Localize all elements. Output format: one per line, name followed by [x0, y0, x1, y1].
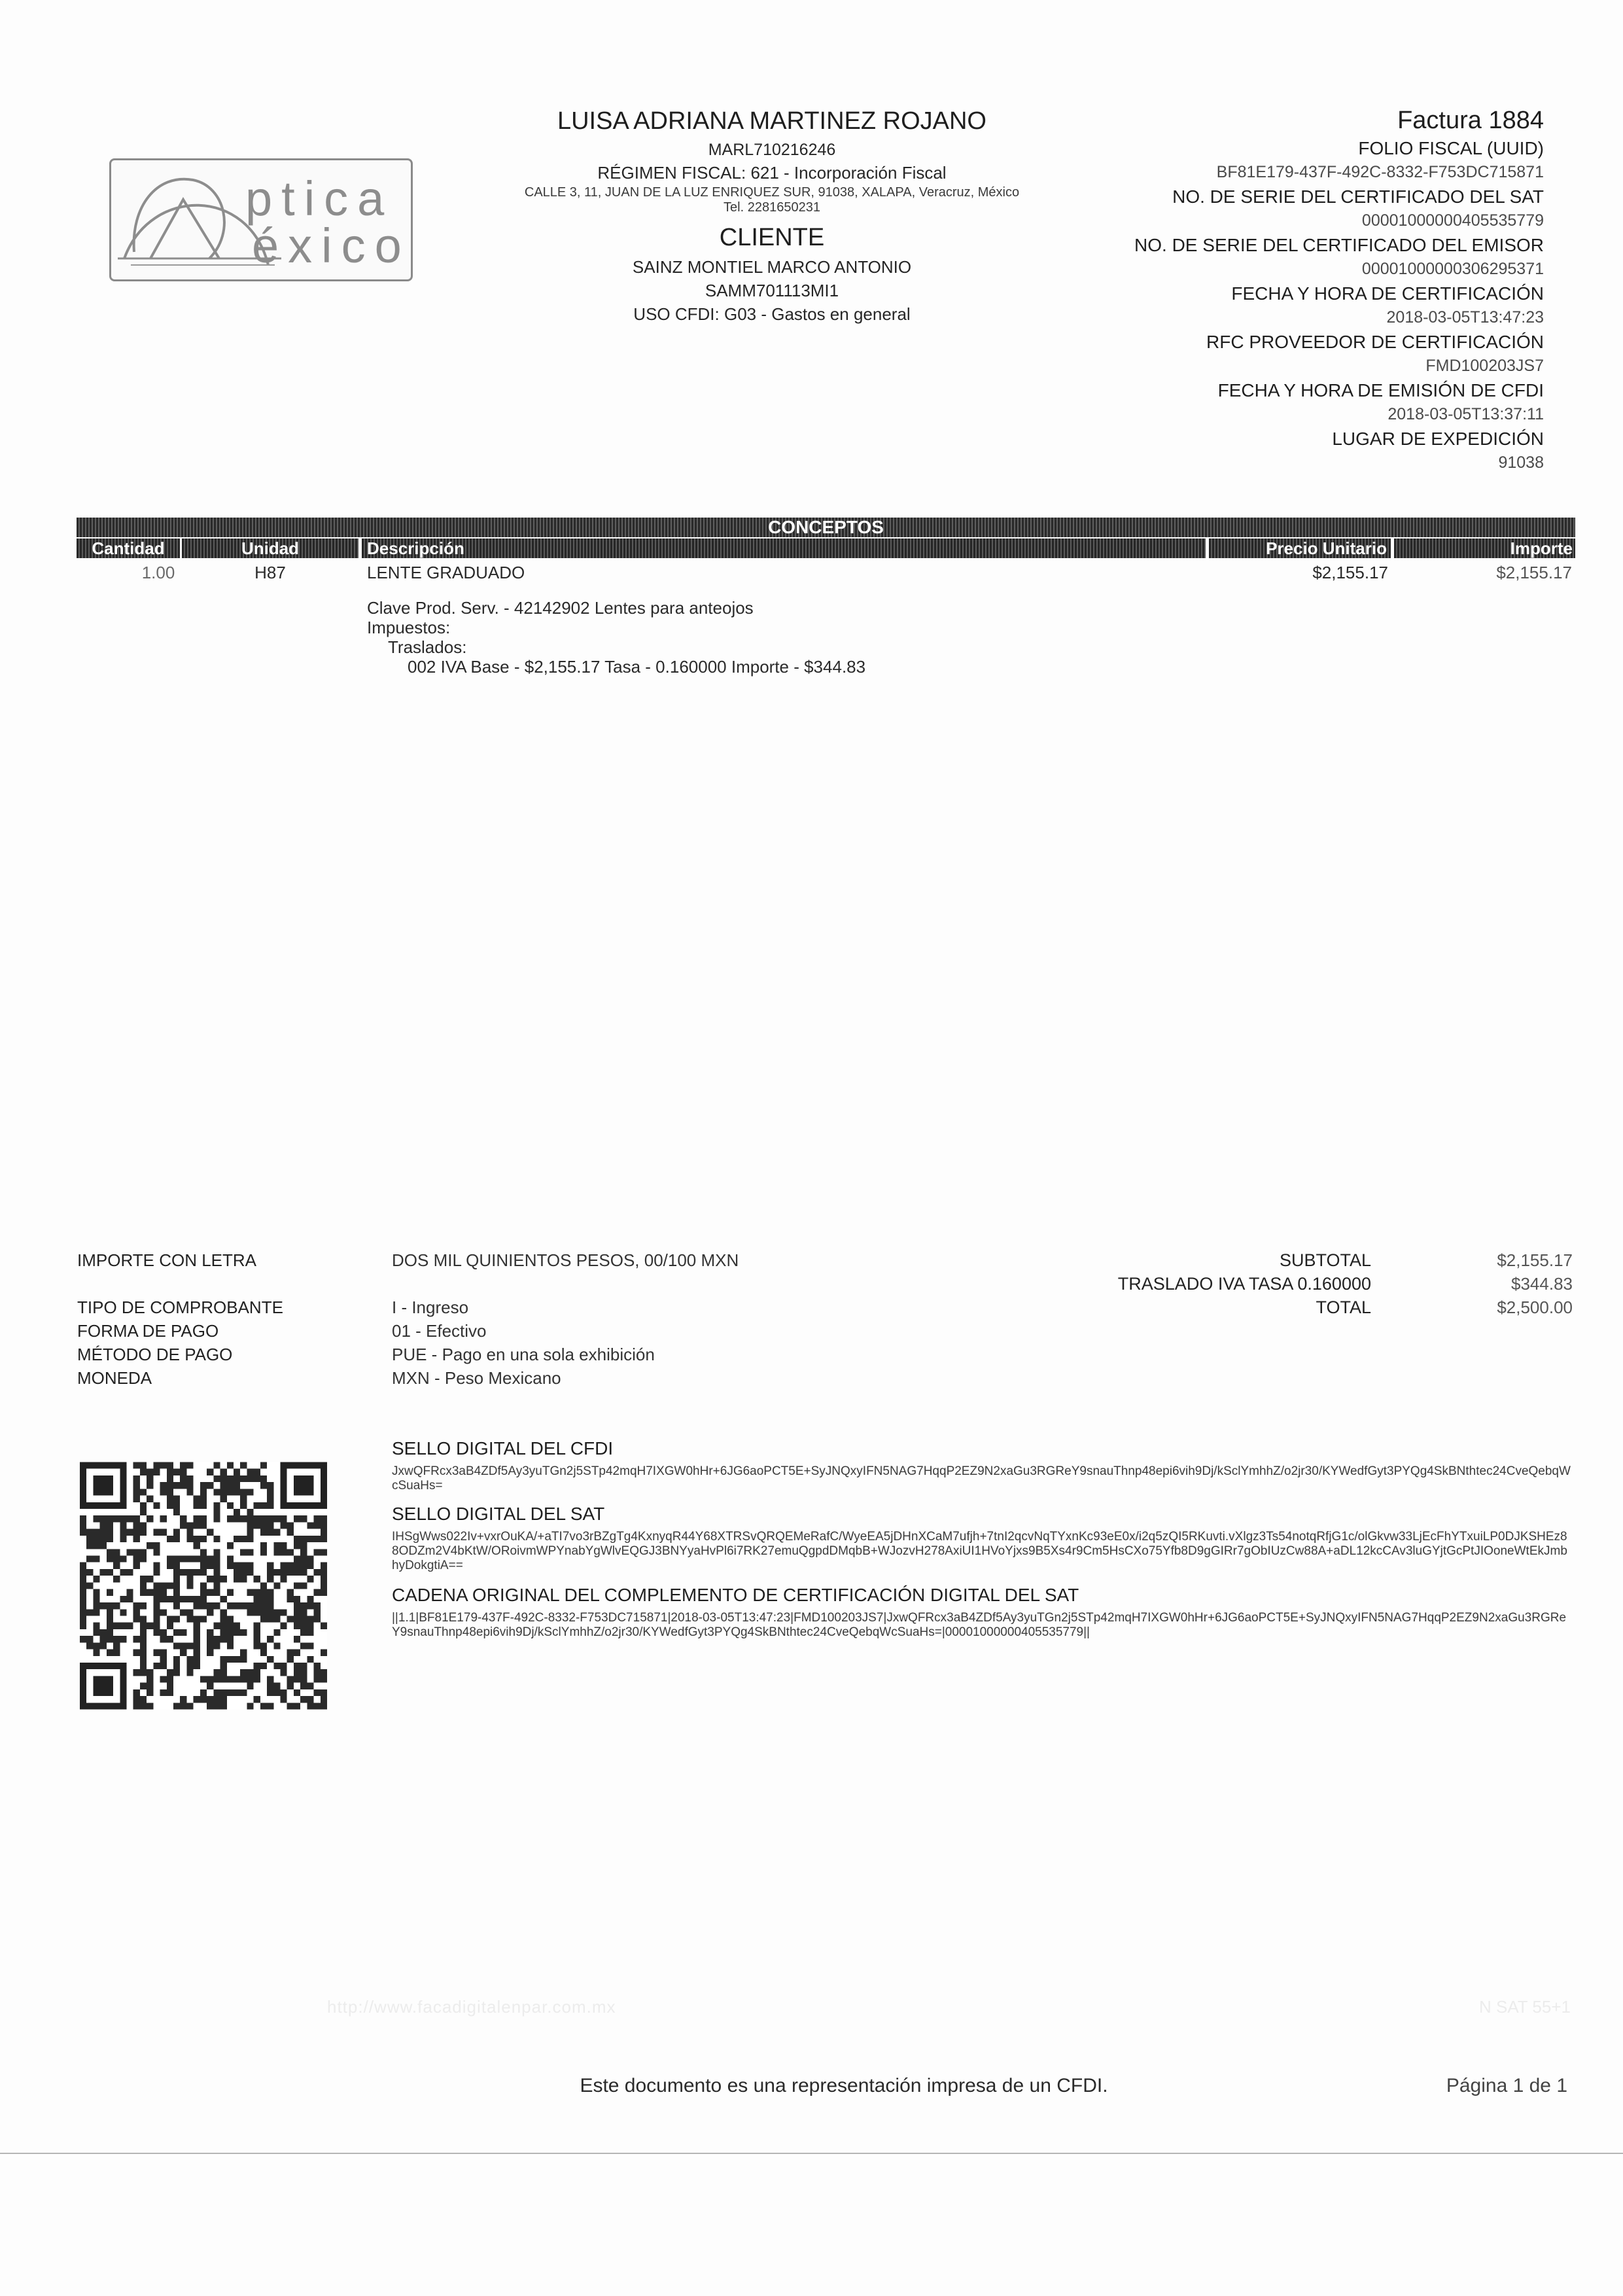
logo-word-top: ptica — [245, 171, 394, 226]
iva-detail: 002 IVA Base - $2,155.17 Tasa - 0.160000 Importe - $344.83 — [408, 657, 866, 677]
lugar-label: LUGAR DE EXPEDICIÓN — [1332, 429, 1544, 449]
row-importe: $2,155.17 — [1496, 563, 1572, 582]
page-number: Página 1 de 1 — [1446, 2075, 1567, 2096]
folio-label: FOLIO FISCAL (UUID) — [1358, 138, 1544, 158]
sello-cfdi-title: SELLO DIGITAL DEL CFDI — [392, 1438, 614, 1458]
row-unidad: H87 — [254, 563, 286, 582]
sello-sat-title: SELLO DIGITAL DEL SAT — [392, 1504, 605, 1524]
qr-code-icon — [80, 1461, 327, 1710]
issuer-regimen: RÉGIMEN FISCAL: 621 - Incorporación Fiscal — [597, 163, 947, 183]
col-unidad: Unidad — [182, 539, 358, 558]
col-precio: Precio Unitario — [1209, 539, 1391, 558]
impuestos-label: Impuestos: — [367, 618, 451, 637]
cert-emisor-label: NO. DE SERIE DEL CERTIFICADO DEL EMISOR — [1134, 235, 1544, 255]
cadena-value: ||1.1|BF81E179-437F-492C-8332-F753DC715871|2018-03-05T13:47:23|FMD100203JS7|JxwQFRcx3aB4ZDf5Ay3yuTGn2j5STp42mqH7IXGW0hHr+6JG6aoPCT5E+SyJNQxyIFN5NAG7HqqP2EZ9N2xaGu3RGReY9snauThnp48epi6vih9Dj/kSclYmhhZ/o2jr30/KYWedfGyt3PYQg4SkBNthtec24CveQebqWcSuaHs=|00001000000405535779|| — [392, 1611, 1567, 1639]
issuer-block — [458, 103, 1086, 326]
cert-sat-label: NO. DE SERIE DEL CERTIFICADO DEL SAT — [1172, 186, 1544, 207]
sello-cfdi-value: JxwQFRcx3aB4ZDf5Ay3yuTGn2j5STp42mqH7IXGW0hHr+6JG6aoPCT5E+SyJNQxyIFN5NAG7HqqP2EZ9N2xaGu3RGReY9snauThnp48epi6vih9Dj/kSclYmhhZ/o2jr30/KYWedfGyt3PYQg4SkBNthtec24CveQebqWcSuaHs= — [392, 1464, 1571, 1492]
client-name: SAINZ MONTIEL MARCO ANTONIO — [632, 257, 912, 277]
col-importe: Importe — [1394, 539, 1575, 558]
subtotal-value: $2,155.17 — [1497, 1250, 1573, 1270]
tipo-label: TIPO DE COMPROBANTE — [77, 1298, 283, 1317]
folio-value: BF81E179-437F-492C-8332-F753DC715871 — [1216, 163, 1544, 181]
company-logo — [109, 158, 413, 281]
total-label: TOTAL — [1316, 1298, 1371, 1317]
client-uso-cfdi: USO CFDI: G03 - Gastos en general — [633, 304, 911, 324]
logo-word-bottom: éxico — [252, 219, 411, 273]
iva-label: TRASLADO IVA TASA 0.160000 — [1117, 1274, 1371, 1294]
tipo-value: I - Ingreso — [392, 1298, 469, 1317]
row-descripcion: LENTE GRADUADO — [367, 563, 525, 582]
total-value: $2,500.00 — [1497, 1298, 1573, 1317]
metodo-label: MÉTODO DE PAGO — [77, 1345, 233, 1364]
client-rfc: SAMM701113MI1 — [705, 281, 839, 300]
issuer-name: LUISA ADRIANA MARTINEZ ROJANO — [557, 107, 986, 135]
fecha-emision-value: 2018-03-05T13:37:11 — [1387, 405, 1544, 423]
conceptos-title: CONCEPTOS — [77, 518, 1575, 537]
watermark-url: http://www.facadigitalenpar.com.mx — [327, 1997, 616, 2017]
metodo-value: PUE - Pago en una sola exhibición — [392, 1345, 655, 1364]
importe-letra-value: DOS MIL QUINIENTOS PESOS, 00/100 MXN — [392, 1250, 739, 1270]
cadena-title: CADENA ORIGINAL DEL COMPLEMENTO DE CERTIFICACIÓN DIGITAL DEL SAT — [392, 1585, 1079, 1605]
watermark-right: N SAT 55+1 — [1479, 1997, 1571, 2017]
moneda-label: MONEDA — [77, 1368, 152, 1388]
row-cantidad: 1.00 — [141, 563, 175, 582]
moneda-value: MXN - Peso Mexicano — [392, 1368, 561, 1388]
issuer-address: CALLE 3, 11, JUAN DE LA LUZ ENRIQUEZ SUR, 91038, XALAPA, Veracruz, México — [524, 185, 1020, 200]
fecha-cert-value: 2018-03-05T13:47:23 — [1386, 308, 1544, 327]
col-cantidad: Cantidad — [77, 539, 180, 558]
issuer-tel: Tel. 2281650231 — [724, 200, 820, 215]
cert-sat-value: 00001000000405535779 — [1361, 211, 1544, 230]
cert-emisor-value: 00001000000306295371 — [1361, 260, 1544, 278]
forma-value: 01 - Efectivo — [392, 1321, 487, 1341]
col-descripcion: Descripción — [362, 539, 1206, 558]
iva-value: $344.83 — [1511, 1274, 1573, 1294]
traslados-label: Traslados: — [388, 637, 467, 657]
footer-divider — [0, 2153, 1623, 2154]
issuer-rfc: MARL710216246 — [708, 141, 836, 159]
rfc-prov-value: FMD100203JS7 — [1425, 357, 1544, 375]
sello-sat-value: IHSgWws022Iv+vxrOuKA/+aTI7vo3rBZgTg4KxnyqR44Y68XTRSvQRQEMeRafC/WyeEA5jDHnXCaM7ufjh+7tnI2qcvNqTYxnKc93eE0x/i2q5zQI5RKuvti.vXlgz3Ts54notqRfjG1c/olGkvw33LjEcFhYTxuiLP0DJKSHEz88ODZm2V4bKtW/ORoivmWPYnabYgWlvEQGJ3BNYyaHvPl6i7RK27emuQgpdDMqbB+WJozvH278AxiUI1HVoYjxs9B5Xs4r9Cm5HsCXo75Yfb8D9gGIRr7gObIUzCw88A+aDL12kcCAv3luGYjtGcPtJIOoneWtEkJmbhyDokgtiA== — [392, 1530, 1567, 1572]
fecha-emision-label: FECHA Y HORA DE EMISIÓN DE CFDI — [1217, 380, 1544, 400]
footer-note: Este documento es una representación impresa de un CFDI. — [580, 2075, 1108, 2096]
invoice-header — [1034, 105, 1544, 475]
client-title: CLIENTE — [719, 224, 825, 251]
row-precio: $2,155.17 — [1312, 563, 1388, 582]
rfc-prov-label: RFC PROVEEDOR DE CERTIFICACIÓN — [1206, 332, 1544, 352]
subtotal-label: SUBTOTAL — [1279, 1250, 1371, 1270]
importe-letra-label: IMPORTE CON LETRA — [77, 1250, 257, 1270]
invoice-title: Factura 1884 — [1397, 107, 1544, 134]
clave-prod: Clave Prod. Serv. - 42142902 Lentes para anteojos — [367, 598, 754, 618]
concept-detail — [367, 598, 865, 677]
lugar-value: 91038 — [1498, 453, 1544, 472]
forma-label: FORMA DE PAGO — [77, 1321, 219, 1341]
fecha-cert-label: FECHA Y HORA DE CERTIFICACIÓN — [1231, 283, 1544, 304]
